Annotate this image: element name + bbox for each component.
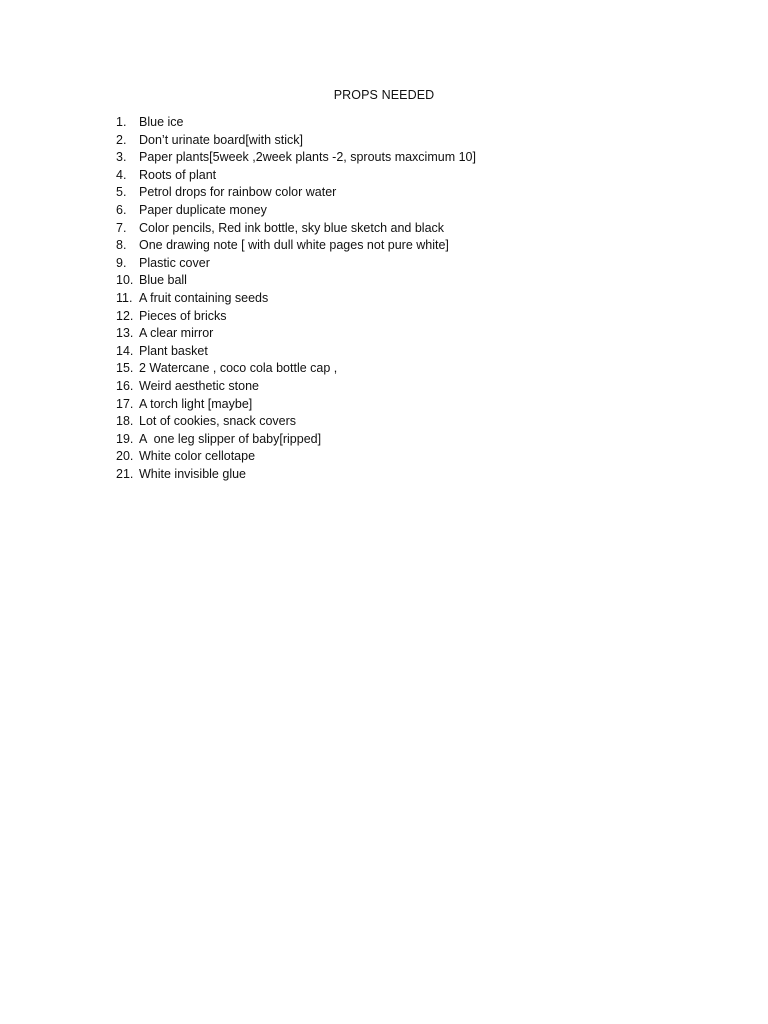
list-item-number: 20.	[116, 449, 134, 464]
list-item-number: 14.	[116, 343, 134, 358]
list-item-number: 19.	[116, 431, 134, 446]
list-item-text: White invisible glue	[139, 466, 246, 481]
list-item	[116, 202, 476, 220]
list-item-text: Lot of cookies, snack covers	[139, 414, 297, 429]
list-item	[116, 396, 476, 414]
list-item-number: 10.	[116, 273, 134, 288]
list-item	[116, 466, 476, 484]
list-item	[116, 343, 476, 361]
list-item-text: Weird aesthetic stone	[139, 378, 259, 393]
list-item-text: Blue ice	[139, 115, 184, 129]
list-item	[116, 149, 476, 167]
list-item	[116, 237, 476, 255]
list-item	[116, 448, 476, 466]
list-item	[116, 114, 476, 132]
list-item-text: Blue ball	[139, 273, 187, 288]
list-item	[116, 360, 476, 378]
list-item-number: 12.	[116, 308, 134, 323]
list-item-number: 7.	[116, 220, 127, 235]
list-item	[116, 308, 476, 326]
list-item-text: Paper plants[5week ,2week plants -2, sprouts maxcimum 10]	[139, 150, 476, 165]
list-item-number: 18.	[116, 414, 134, 429]
list-item	[116, 272, 476, 290]
list-item-number: 3.	[116, 150, 127, 165]
list-item	[116, 325, 476, 343]
list-item-text: Plant basket	[139, 343, 208, 358]
list-item-text: A fruit containing seeds	[139, 290, 269, 305]
list-item-text: Don’t urinate board[with stick]	[139, 132, 303, 147]
list-item	[116, 378, 476, 396]
list-item-number: 2.	[116, 132, 127, 147]
props-list	[116, 114, 476, 483]
page-title: PROPS NEEDED	[333, 88, 435, 102]
list-item-number: 21.	[116, 466, 134, 481]
list-item	[116, 290, 476, 308]
list-item-number: 16.	[116, 378, 134, 393]
list-item-text: White color cellotape	[139, 449, 256, 464]
list-item-number: 1.	[116, 115, 127, 129]
list-item	[116, 184, 476, 202]
list-item-text: A one leg slipper of baby[ripped]	[139, 431, 322, 446]
list-item-text: Pieces of bricks	[139, 308, 227, 323]
list-item-number: 5.	[116, 185, 127, 200]
list-item-number: 17.	[116, 396, 134, 411]
list-item-text: Petrol drops for rainbow color water	[139, 185, 337, 200]
list-item-number: 9.	[116, 255, 127, 270]
list-item-text: A torch light [maybe]	[139, 396, 253, 411]
list-item-text: Roots of plant	[139, 167, 217, 182]
list-item-text: Plastic cover	[139, 255, 210, 270]
list-item-number: 4.	[116, 167, 127, 182]
list-item	[116, 255, 476, 273]
list-item	[116, 167, 476, 185]
list-item	[116, 431, 476, 449]
list-item-text: One drawing note [ with dull white pages not pure white]	[139, 238, 449, 253]
list-item-text: A clear mirror	[139, 326, 214, 341]
list-item-text: 2 Watercane , coco cola bottle cap ,	[139, 361, 338, 376]
list-item-number: 15.	[116, 361, 134, 376]
list-item-number: 13.	[116, 326, 134, 341]
list-item	[116, 220, 476, 238]
list-item-number: 8.	[116, 238, 127, 253]
list-item	[116, 132, 476, 150]
list-item-text: Color pencils, Red ink bottle, sky blue sketch and black	[139, 220, 445, 235]
list-item-number: 11.	[116, 290, 133, 305]
list-item-number: 6.	[116, 202, 127, 217]
list-item	[116, 413, 476, 431]
list-item-text: Paper duplicate money	[139, 202, 267, 217]
